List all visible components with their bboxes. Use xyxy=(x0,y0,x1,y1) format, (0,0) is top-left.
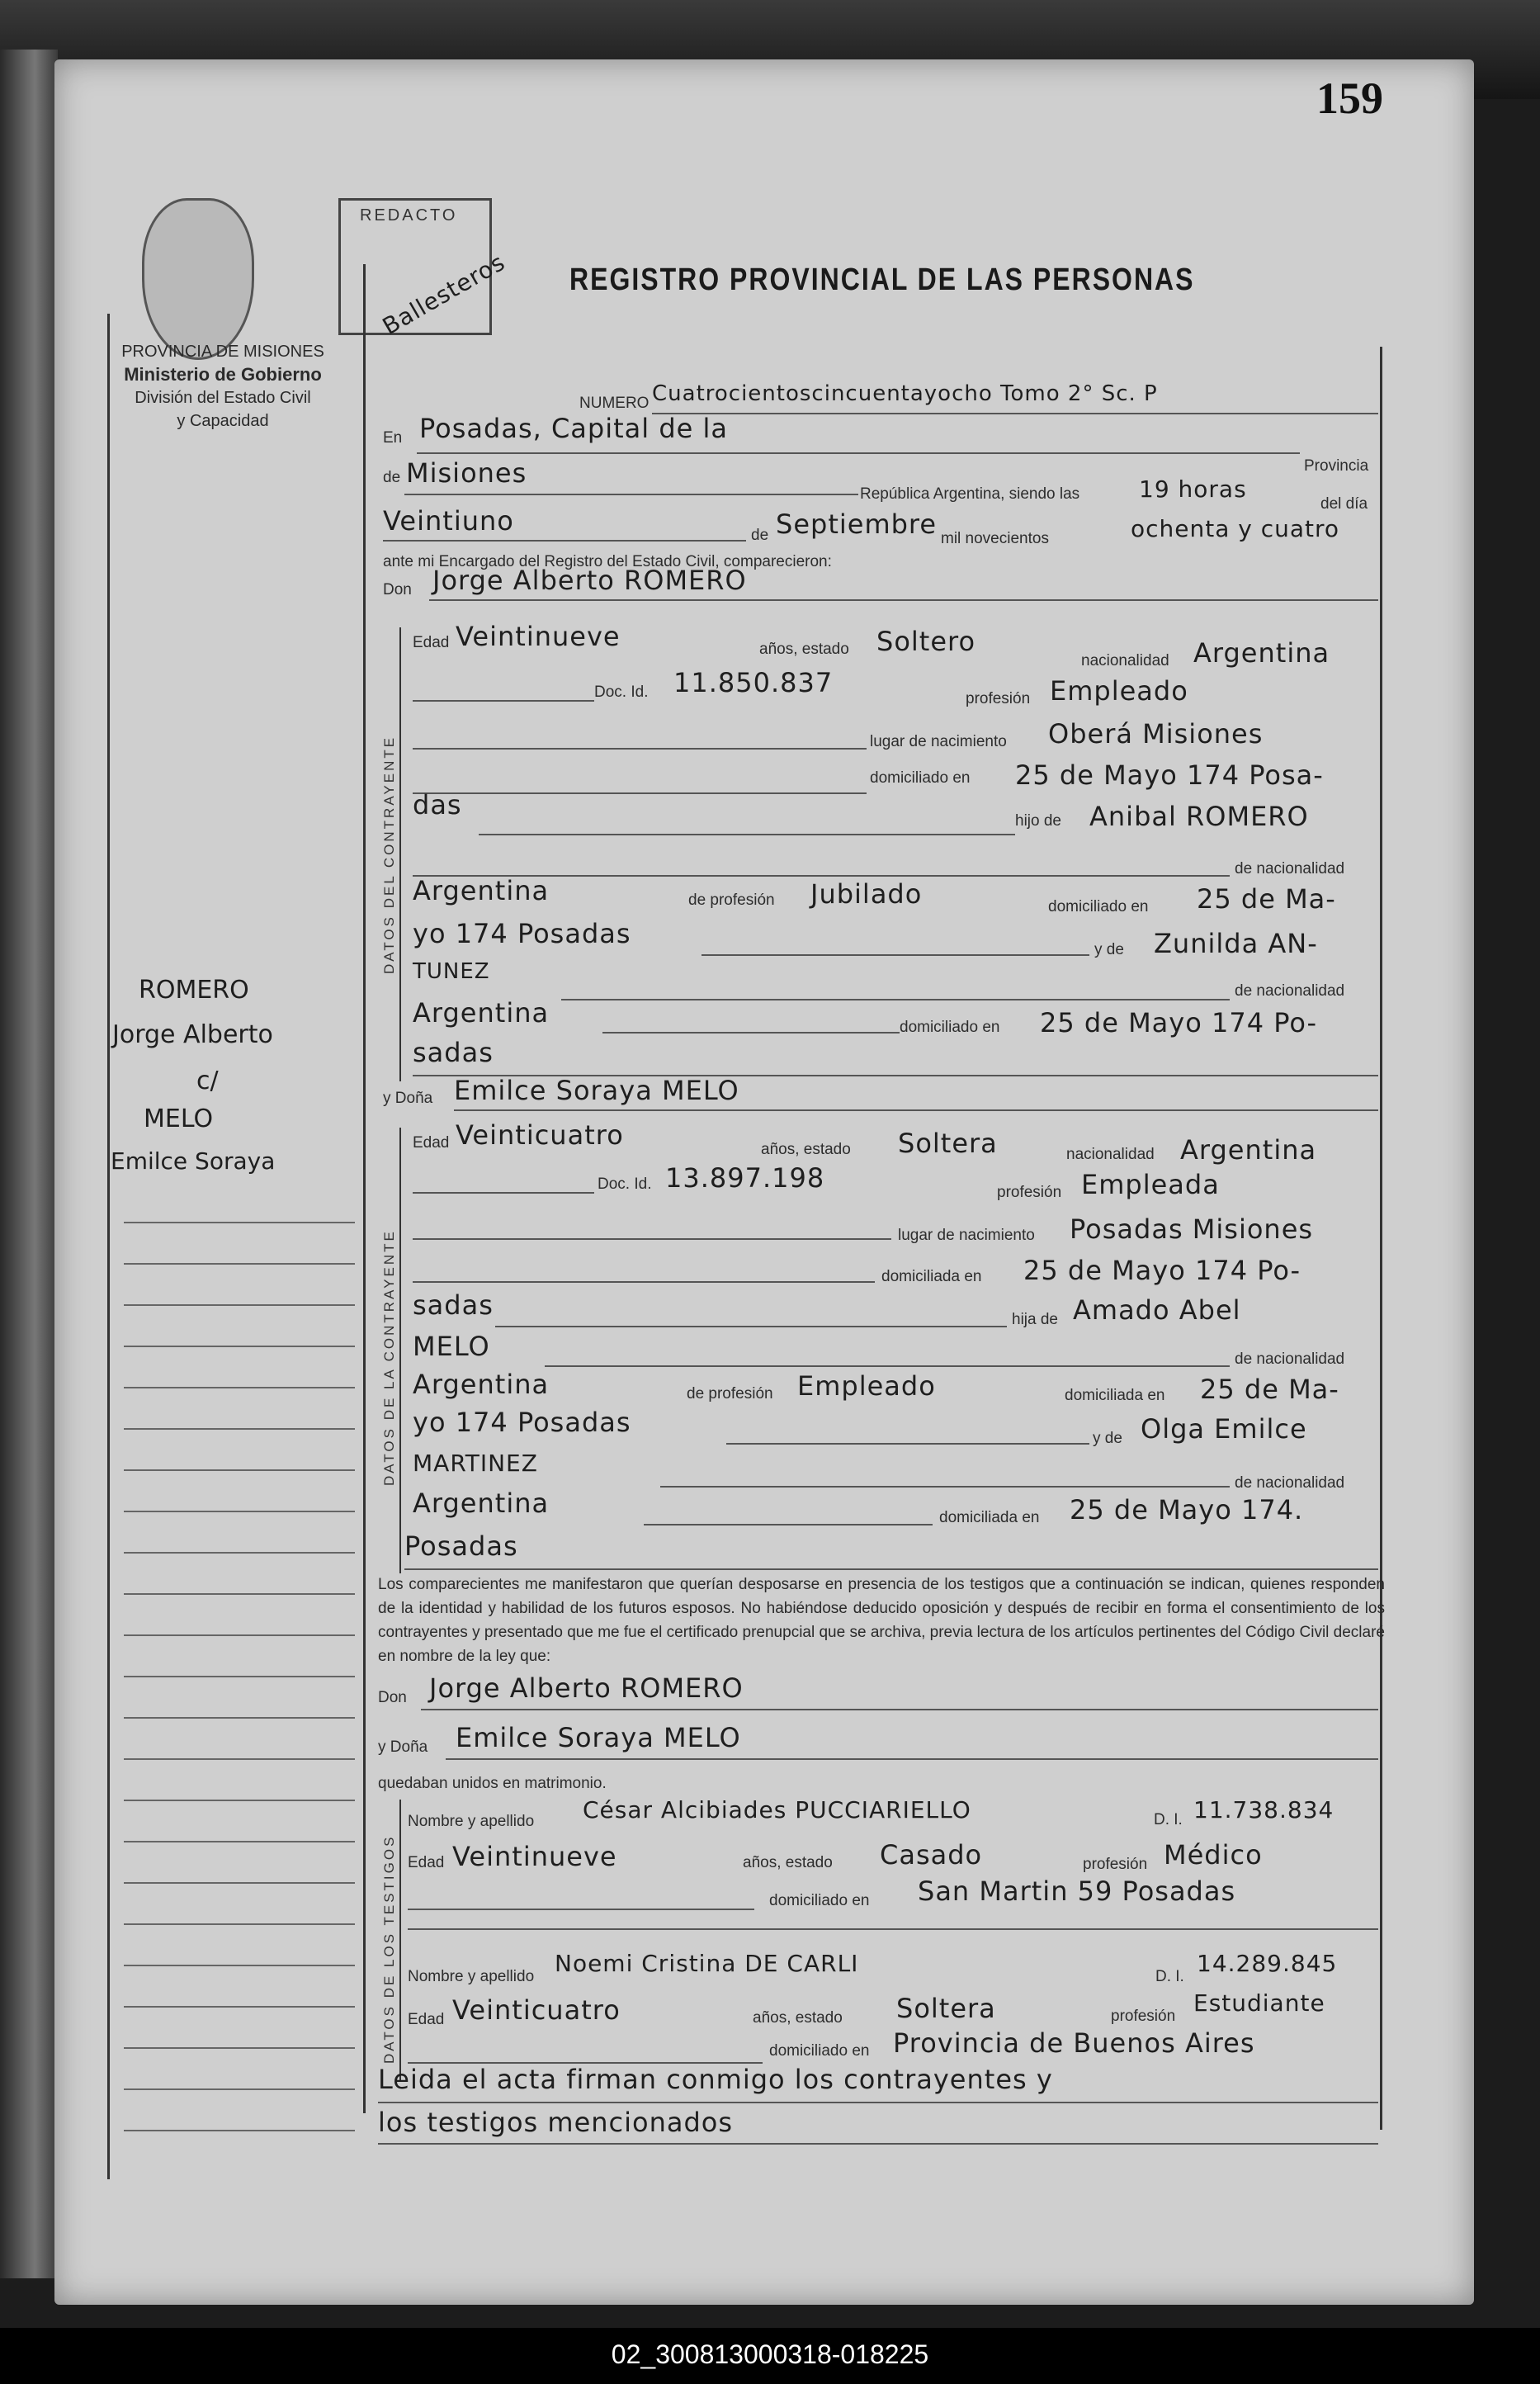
margin-rule xyxy=(124,1593,355,1595)
f-madre-nac-label: de nacionalidad xyxy=(1235,1474,1345,1492)
t1-edad-value: Veintinueve xyxy=(452,1841,617,1872)
f-madre-value: Olga Emilce xyxy=(1141,1413,1307,1445)
c-doc-line xyxy=(413,700,594,702)
c-nacionalidad-label: nacionalidad xyxy=(1081,652,1169,669)
t1-nombre-label: Nombre y apellido xyxy=(408,1813,535,1830)
f-domicilio-value: 25 de Mayo 174 Po- xyxy=(1023,1255,1301,1286)
c-de-prof-label: de profesión xyxy=(688,892,775,909)
book-spine xyxy=(0,50,58,2278)
c-padre-dom: 25 de Ma- xyxy=(1197,883,1336,915)
c-padre-prof: Jubilado xyxy=(810,878,923,910)
c-hijo-label: hijo de xyxy=(1015,812,1061,830)
c-madre-cont: TUNEZ xyxy=(413,959,490,984)
f-madre-dom-label: domiciliada en xyxy=(939,1509,1040,1526)
f-doc-value: 13.897.198 xyxy=(665,1162,825,1194)
province-label: PROVINCIA DE MISIONES xyxy=(121,343,324,361)
t1-dom-label: domiciliado en xyxy=(769,1892,870,1909)
c-edad-label: Edad xyxy=(413,634,450,651)
decl-don-line xyxy=(421,1709,1378,1710)
t1-end-line xyxy=(408,1928,1378,1930)
f-madre-dom-cont: Posadas xyxy=(404,1530,518,1562)
ante-label: ante mi Encargado del Registro del Estado Civil, comparecieron: xyxy=(383,553,832,570)
image-id-label: 02_300813000318-018225 xyxy=(611,2339,929,2369)
f-edad-value: Veinticuatro xyxy=(456,1119,624,1151)
t1-di-value: 11.738.834 xyxy=(1193,1796,1335,1823)
t1-estado-label: años, estado xyxy=(743,1854,833,1871)
f-doc-line xyxy=(413,1192,594,1194)
margin-rule xyxy=(124,1758,355,1760)
decl-don-value: Jorge Alberto ROMERO xyxy=(429,1672,744,1704)
c-lugar-value: Oberá Misiones xyxy=(1048,718,1264,750)
f-domicilio-label: domiciliada en xyxy=(881,1268,982,1285)
don-value: Jorge Alberto ROMERO xyxy=(432,565,747,596)
margin-rule xyxy=(124,2130,355,2131)
dona-line xyxy=(454,1109,1378,1111)
de-line xyxy=(404,494,858,495)
c-madre-nac-line xyxy=(602,1032,900,1034)
f-y-de-label: y de xyxy=(1093,1430,1122,1447)
margin-rule xyxy=(124,2047,355,2049)
f-domicilio-cont: sadas xyxy=(413,1289,494,1321)
margin-rule xyxy=(124,1634,355,1636)
c-madre-dom-cont: sadas xyxy=(413,1037,494,1068)
t2-estado-value: Soltera xyxy=(896,1993,996,2024)
margin-rule xyxy=(124,1676,355,1677)
t1-profesion-label: profesión xyxy=(1083,1856,1148,1873)
c-padre-nac: Argentina xyxy=(413,875,550,906)
testigos-bracket xyxy=(399,1800,401,2080)
c-domicilio-cont: das xyxy=(413,789,462,821)
c-madre-nac-label: de nacionalidad xyxy=(1235,982,1345,1000)
c-nacionalidad-value: Argentina xyxy=(1193,637,1330,669)
t2-nombre-value: Noemi Cristina DE CARLI xyxy=(555,1950,859,1977)
dona-label: y Doña xyxy=(383,1090,433,1107)
margin-rule xyxy=(124,1717,355,1719)
f-padre-dom-label: domiciliada en xyxy=(1065,1387,1165,1404)
f-dom-line xyxy=(413,1281,875,1283)
t1-di-label: D. I. xyxy=(1154,1811,1183,1828)
f-nacionalidad-value: Argentina xyxy=(1180,1134,1317,1166)
margin-rule xyxy=(124,1387,355,1388)
footer-bar xyxy=(0,2328,1540,2384)
f-lugar-line xyxy=(413,1238,891,1240)
f-estado-value: Soltera xyxy=(898,1128,998,1159)
redacto-signature: Ballesteros xyxy=(377,248,510,341)
c-madre-dom: 25 de Mayo 174 Po- xyxy=(1040,1007,1318,1038)
de-label: de xyxy=(383,469,401,486)
c-doc-label: Doc. Id. xyxy=(594,684,649,701)
c-lugar-label: lugar de nacimiento xyxy=(870,733,1007,750)
f-nac-line xyxy=(545,1365,1230,1367)
margin-rule xyxy=(124,1263,355,1265)
f-madre-line xyxy=(660,1486,1230,1488)
margin-rule xyxy=(124,1965,355,1966)
margin-rule xyxy=(124,2006,355,2008)
c-domicilio-label: domiciliado en xyxy=(870,769,971,787)
c-estado-label: años, estado xyxy=(759,641,849,658)
c-domicilio-value: 25 de Mayo 174 Posa- xyxy=(1015,759,1324,791)
t2-dom-label: domiciliado en xyxy=(769,2042,870,2060)
margin-note-line-1: ROMERO xyxy=(139,976,249,1005)
t2-edad-label: Edad xyxy=(408,2011,445,2028)
f-padre-value: Amado Abel xyxy=(1073,1294,1241,1326)
de2-label: de xyxy=(751,527,769,544)
don-label: Don xyxy=(383,581,412,598)
en-line xyxy=(417,452,1300,454)
f-nacionalidad-label: nacionalidad xyxy=(1066,1146,1155,1163)
redacto-label: REDACTO xyxy=(360,206,458,225)
dona-value: Emilce Soraya MELO xyxy=(454,1075,739,1106)
c-hijo-line xyxy=(479,834,1015,835)
margin-rule xyxy=(124,1882,355,1884)
f-edad-label: Edad xyxy=(413,1134,450,1152)
contrayente-bracket xyxy=(399,627,401,1081)
closing-line-1: Leida el acta firman conmigo los contrayentes y xyxy=(378,2064,1053,2095)
t1-profesion-value: Médico xyxy=(1164,1839,1263,1871)
ministry-label: Ministerio de Gobierno xyxy=(124,364,322,385)
c-profesion-value: Empleado xyxy=(1050,675,1188,707)
c-madre-value: Zunilda AN- xyxy=(1154,928,1318,959)
t1-edad-label: Edad xyxy=(408,1854,445,1871)
margin-rule xyxy=(124,1469,355,1471)
c-profesion-label: profesión xyxy=(966,690,1031,707)
left-margin-line xyxy=(107,314,110,2179)
f-padre-dom-line xyxy=(726,1443,1089,1445)
f-padre-dom-cont: yo 174 Posadas xyxy=(413,1407,631,1438)
f-padre-cont: MELO xyxy=(413,1331,490,1362)
f-madre-cont: MARTINEZ xyxy=(413,1450,538,1477)
margin-note-line-2: Jorge Alberto xyxy=(112,1020,273,1049)
f-hija-line xyxy=(495,1326,1007,1327)
margin-rule xyxy=(124,1428,355,1430)
provincia-label: Provincia xyxy=(1304,457,1369,475)
f-lugar-label: lugar de nacimiento xyxy=(898,1227,1035,1244)
c-padre-dom-label: domiciliado en xyxy=(1048,898,1149,915)
c-y-de-label: y de xyxy=(1094,941,1124,958)
c-padre-dom-line xyxy=(702,954,1089,956)
dia-value: Veintiuno xyxy=(383,505,514,537)
margin-rule xyxy=(124,1222,355,1223)
decl-dona-value: Emilce Soraya MELO xyxy=(456,1722,741,1753)
margin-note-line-4: MELO xyxy=(144,1104,214,1133)
numero-value: Cuatrocientoscincuentayocho Tomo 2° Sc. P xyxy=(652,381,1158,406)
t1-estado-value: Casado xyxy=(880,1839,983,1871)
c-doc-value: 11.850.837 xyxy=(673,667,834,698)
t1-nombre-value: César Alcibiades PUCCIARIELLO xyxy=(583,1796,971,1823)
f-end-line xyxy=(404,1568,1378,1570)
t1-dom-line xyxy=(408,1909,754,1910)
testigos-section-label: DATOS DE LOS TESTIGOS xyxy=(381,1834,397,2064)
numero-line xyxy=(652,413,1378,414)
f-de-prof-label: de profesión xyxy=(687,1385,773,1402)
c-madre-nac: Argentina xyxy=(413,997,550,1029)
decl-dona-line xyxy=(446,1758,1378,1760)
f-profesion-value: Empleada xyxy=(1081,1169,1220,1200)
f-profesion-label: profesión xyxy=(997,1184,1062,1201)
margin-rule xyxy=(124,1346,355,1347)
decl-don-label: Don xyxy=(378,1689,407,1706)
t2-di-value: 14.289.845 xyxy=(1197,1950,1338,1977)
margin-rule xyxy=(124,1841,355,1842)
f-madre-dom: 25 de Mayo 174. xyxy=(1070,1494,1304,1525)
del-dia-label: del día xyxy=(1320,495,1368,513)
margin-note-line-3: c/ xyxy=(196,1067,219,1095)
f-madre-nac-line xyxy=(644,1524,933,1525)
f-doc-label: Doc. Id. xyxy=(598,1175,652,1193)
division-label: División del Estado Civil xyxy=(135,389,311,407)
f-padre-prof: Empleado xyxy=(797,1370,936,1402)
t2-profesion-value: Estudiante xyxy=(1193,1989,1325,2017)
mes-value: Septiembre xyxy=(776,508,938,540)
en-label: En xyxy=(383,429,403,447)
margin-rule xyxy=(124,1552,355,1554)
f-lugar-value: Posadas Misiones xyxy=(1070,1213,1314,1245)
issuer-header xyxy=(66,340,380,433)
closing-rule-2 xyxy=(378,2143,1378,2145)
t2-nombre-label: Nombre y apellido xyxy=(408,1968,535,1985)
t2-di-label: D. I. xyxy=(1155,1968,1184,1985)
margin-rule xyxy=(124,1511,355,1512)
c-madre-dom-label: domiciliado en xyxy=(900,1019,1000,1036)
de-value: Misiones xyxy=(406,457,527,489)
page-number: 159 xyxy=(1316,73,1383,123)
don-line xyxy=(429,599,1378,601)
decl-unidos: quedaban unidos en matrimonio. xyxy=(378,1775,607,1792)
margin-rule xyxy=(124,1304,355,1306)
t2-edad-value: Veinticuatro xyxy=(452,1994,621,2026)
margin-note-line-5: Emilce Soraya xyxy=(111,1147,276,1175)
margin-rule xyxy=(124,1800,355,1801)
c-padre-dom-cont: yo 174 Posadas xyxy=(413,918,631,949)
t2-profesion-label: profesión xyxy=(1111,2008,1176,2025)
c-padre-value: Anibal ROMERO xyxy=(1089,801,1309,832)
f-de-nac-label: de nacionalidad xyxy=(1235,1350,1345,1368)
f-estado-label: años, estado xyxy=(761,1141,851,1158)
contrayente-section-label: DATOS DEL CONTRAYENTE xyxy=(381,735,397,974)
dia-line xyxy=(383,540,746,542)
consent-paragraph: Los comparecientes me manifestaron que querían desposarse en presencia de los testigos que a continuación se indican, quienes responden de la identidad y habilidad de los futuros esposos. No habiéndose deducido oposición y después de recibir en forma el consentimiento de los contrayentes y presentado que me fue el certificado prenupcial que se archiva, previa lectura de los artículos pertinentes del Código Civil declaré en nombre de la ley que: xyxy=(378,1576,1385,1665)
hora-value: 19 horas xyxy=(1139,475,1247,503)
document-title: REGISTRO PROVINCIAL DE LAS PERSONAS xyxy=(569,261,1195,297)
t2-dom-value: Provincia de Buenos Aires xyxy=(893,2027,1255,2059)
margin-rule xyxy=(124,1923,355,1925)
republica-label: República Argentina, siendo las xyxy=(860,485,1080,503)
c-de-nac-label: de nacionalidad xyxy=(1235,860,1345,877)
c-madre-line xyxy=(561,999,1230,1000)
f-padre-nac: Argentina xyxy=(413,1369,550,1400)
division-label-2: y Capacidad xyxy=(177,412,269,430)
c-edad-value: Veintinueve xyxy=(456,621,621,652)
c-dom-line xyxy=(413,792,867,794)
f-hija-label: hija de xyxy=(1012,1311,1058,1328)
c-lugar-line xyxy=(413,748,867,750)
contrayenta-bracket xyxy=(399,1128,401,1573)
right-margin-line xyxy=(1380,347,1382,2130)
t1-dom-value: San Martin 59 Posadas xyxy=(918,1876,1236,1907)
numero-label: NUMERO xyxy=(579,395,650,412)
closing-line-2: los testigos mencionados xyxy=(378,2107,734,2138)
f-padre-dom: 25 de Ma- xyxy=(1200,1374,1339,1405)
en-value: Posadas, Capital de la xyxy=(419,413,728,444)
anio-value: ochenta y cuatro xyxy=(1131,515,1340,542)
decl-dona-label: y Doña xyxy=(378,1738,428,1756)
f-madre-nac: Argentina xyxy=(413,1488,550,1519)
c-estado-value: Soltero xyxy=(876,626,976,657)
body-margin-line xyxy=(363,264,366,2113)
margin-rule xyxy=(124,2088,355,2090)
mil-label: mil novecientos xyxy=(941,530,1049,547)
contrayenta-section-label: DATOS DE LA CONTRAYENTE xyxy=(381,1229,397,1486)
coat-of-arms-seal-icon xyxy=(142,198,254,360)
t2-estado-label: años, estado xyxy=(753,2009,843,2027)
closing-rule-1 xyxy=(378,2102,1378,2103)
